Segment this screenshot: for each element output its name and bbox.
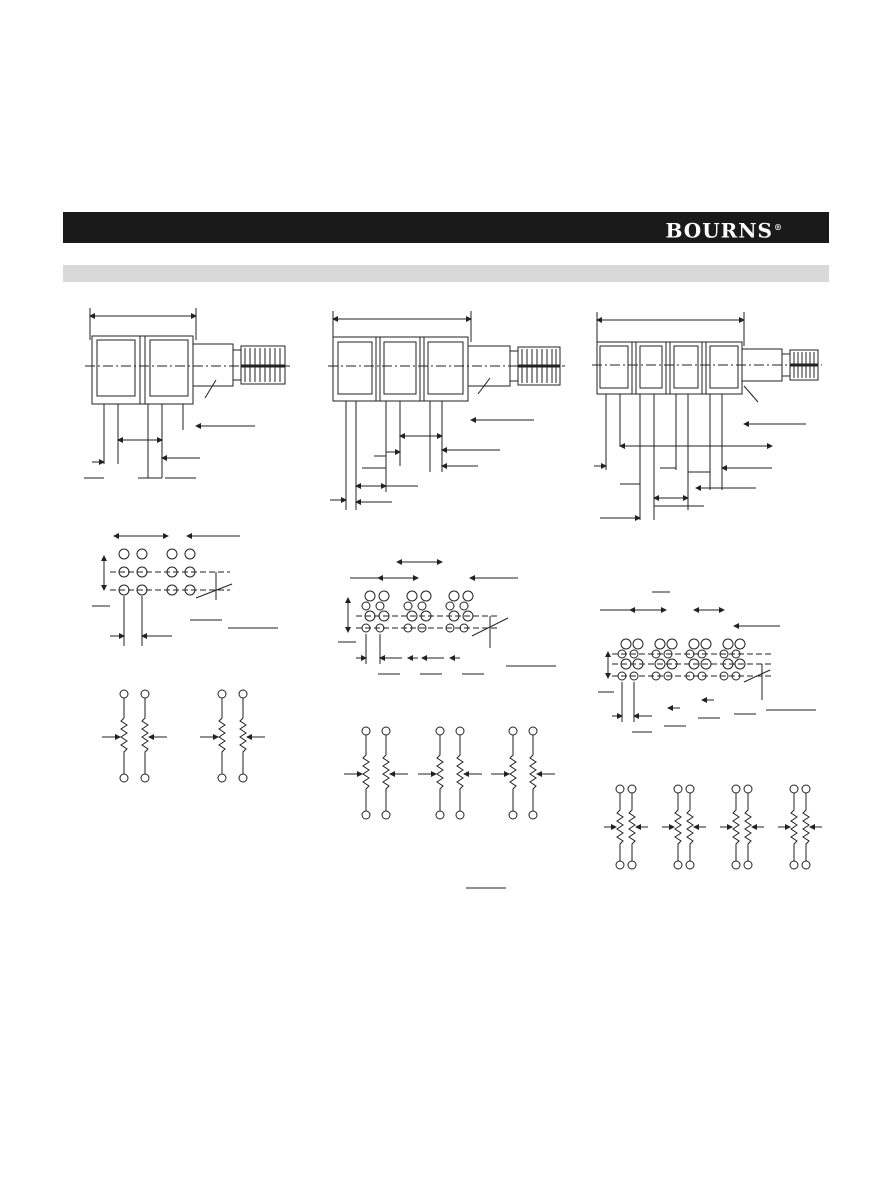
three-gang-pcb-layout bbox=[338, 562, 556, 674]
four-gang-schematic bbox=[604, 785, 822, 869]
brand-name: BOURNS bbox=[665, 218, 773, 243]
registered-mark: ® bbox=[774, 222, 783, 232]
three-gang-side-view bbox=[328, 311, 565, 510]
two-gang-side-view bbox=[84, 308, 290, 478]
four-gang-side-view bbox=[592, 312, 822, 520]
three-gang-schematic bbox=[344, 727, 555, 888]
two-gang-schematic bbox=[102, 690, 265, 782]
two-gang-pcb-layout bbox=[92, 536, 278, 646]
four-gang-pcb-layout bbox=[598, 592, 816, 732]
